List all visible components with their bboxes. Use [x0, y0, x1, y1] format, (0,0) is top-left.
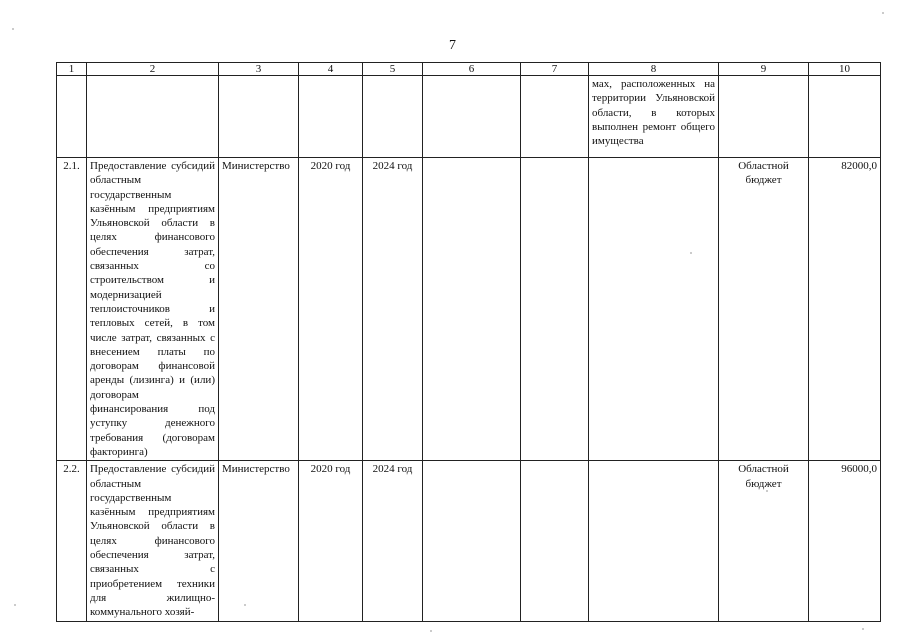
table-row	[57, 76, 881, 158]
column-header: 1	[57, 63, 87, 76]
scan-speck	[12, 28, 14, 30]
table-cell	[521, 76, 589, 158]
column-header: 2	[87, 63, 219, 76]
start-year-cell: 2020 год	[299, 158, 363, 461]
start-year-cell	[299, 76, 363, 158]
end-year-cell: 2024 год	[363, 158, 423, 461]
measure-name-cell: Предоставление субсидий областным государственным казённым предприятиям Ульяновской области в целях финансового обеспечения затрат, связанных со строительством и модернизацией теплоисточников и тепловых сетей, в том числе затрат, связанных с внесением платы по договорам финансовой аренды (лизинга) и (или) договорам финансирования под уступку денежного требования (договорам факторинга)	[87, 158, 219, 461]
table-row	[57, 158, 881, 461]
program-table	[56, 62, 881, 622]
funding-source-cell: Областной бюджет	[719, 461, 809, 621]
measure-name-cell: Предоставление субсидий областным государственным казённым предприятиям Ульяновской области в целях финансового обеспечения затрат, связанных с приобретением техники для жилищно-коммунального хозяй-	[87, 461, 219, 621]
funding-source-cell: Областной бюджет	[719, 158, 809, 461]
executor-cell: Министерство	[219, 461, 299, 621]
row-number-cell	[57, 76, 87, 158]
indicator-cell: мах, расположенных на территории Ульяновской области, в которых выполнен ремонт общего имущества	[589, 76, 719, 158]
start-year-cell: 2020 год	[299, 461, 363, 621]
column-header: 10	[809, 63, 881, 76]
indicator-cell	[589, 461, 719, 621]
table-cell	[521, 158, 589, 461]
column-number-row	[57, 63, 881, 76]
column-header: 7	[521, 63, 589, 76]
amount-cell: 82000,0	[809, 158, 881, 461]
amount-cell: 96000,0	[809, 461, 881, 621]
page-number: 7	[449, 38, 456, 53]
table-cell	[423, 461, 521, 621]
scan-speck	[430, 630, 432, 632]
table-cell	[423, 76, 521, 158]
indicator-cell	[589, 158, 719, 461]
executor-cell: Министерство	[219, 158, 299, 461]
column-header: 9	[719, 63, 809, 76]
table-cell	[423, 158, 521, 461]
scan-speck	[882, 12, 884, 14]
table-row	[57, 461, 881, 621]
scan-speck	[14, 604, 16, 606]
column-header: 3	[219, 63, 299, 76]
row-number-cell: 2.1.	[57, 158, 87, 461]
column-header: 6	[423, 63, 521, 76]
scan-speck	[766, 490, 768, 492]
row-number-cell: 2.2.	[57, 461, 87, 621]
end-year-cell	[363, 76, 423, 158]
column-header: 4	[299, 63, 363, 76]
scan-speck	[862, 628, 864, 630]
column-header: 5	[363, 63, 423, 76]
column-header: 8	[589, 63, 719, 76]
funding-source-cell	[719, 76, 809, 158]
end-year-cell: 2024 год	[363, 461, 423, 621]
scan-speck	[690, 252, 692, 254]
scan-speck	[244, 604, 246, 606]
executor-cell	[219, 76, 299, 158]
amount-cell	[809, 76, 881, 158]
table-cell	[521, 461, 589, 621]
measure-name-cell	[87, 76, 219, 158]
